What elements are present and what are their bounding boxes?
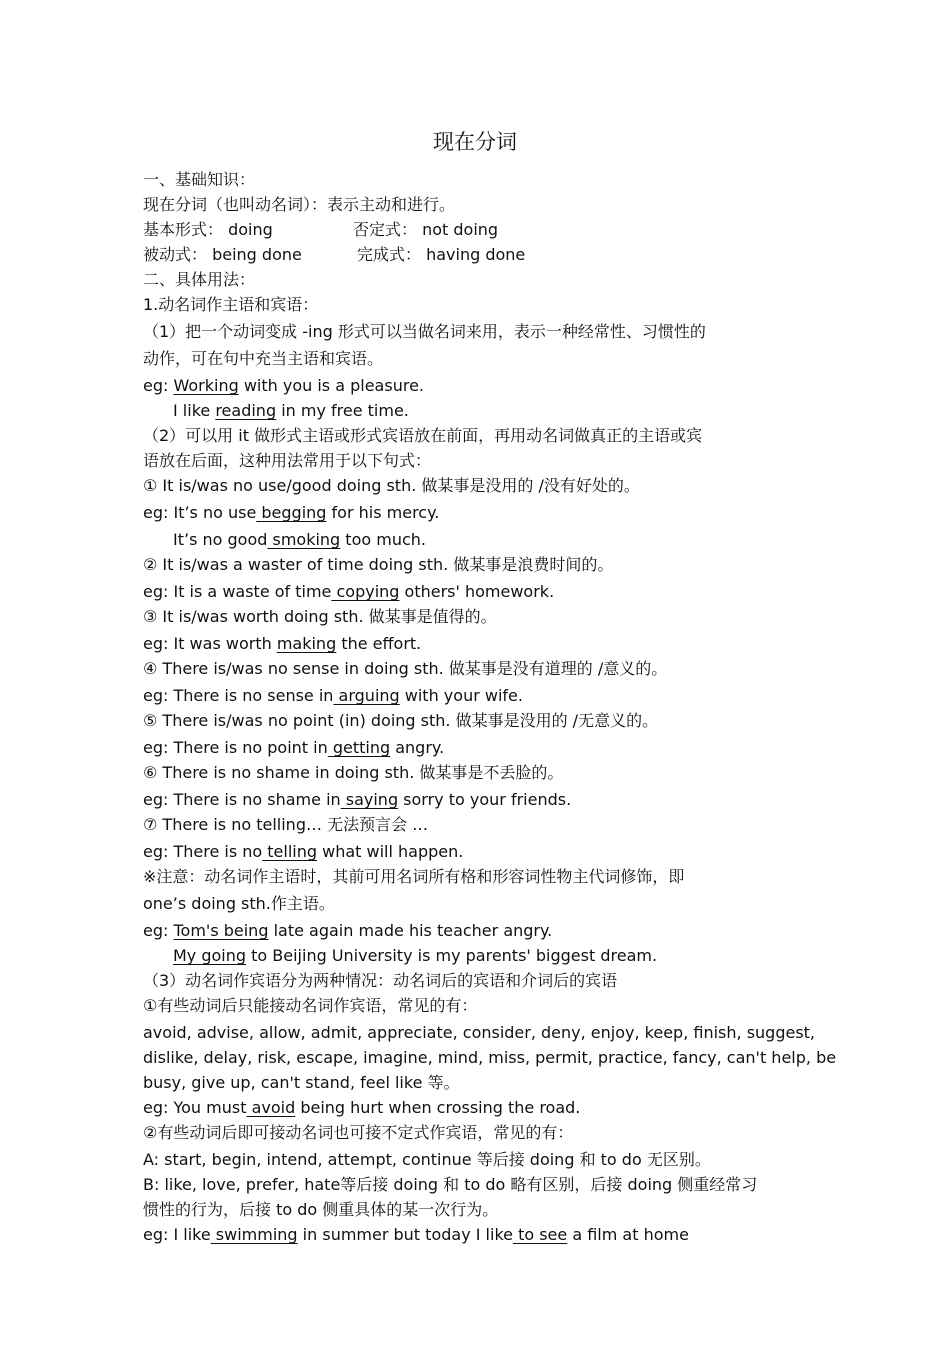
section-heading-usage: 二、具体用法： xyxy=(143,270,256,289)
verb-list-line: avoid, advise, allow, admit, appreciate, consider, deny, enjoy, keep, finish, suggest, xyxy=(143,1023,816,1042)
example-line: I like reading in my free time. xyxy=(173,401,409,420)
example-line: eg: It was worth making the effort. xyxy=(143,634,422,653)
pattern-line: ⑤ There is/was no point (in) doing sth. 做某事是没用的 /无意义的。 xyxy=(143,711,659,730)
example-line: eg: You must avoid being hurt when crossing the road. xyxy=(143,1098,581,1117)
example-line: eg: There is no shame in saying sorry to your friends. xyxy=(143,790,572,809)
example-line: eg: Tom's being late again made his teacher angry. xyxy=(143,921,553,940)
paragraph-line: （1）把一个动词变成 -ing 形式可以当做名词来用，表示一种经常性、习惯性的 xyxy=(143,322,706,341)
paragraph-line: ①有些动词后只能接动名词作宾语，常见的有： xyxy=(143,996,478,1015)
forms-line-basic: 基本形式： doing 否定式： not doing xyxy=(143,220,499,239)
example-line: eg: There is no point in getting angry. xyxy=(143,738,445,757)
paragraph-line: B: like, love, prefer, hate等后接 doing 和 to do 略有区别，后接 doing 侧重经常习 xyxy=(143,1175,758,1194)
subheading-subject-object: 1.动名词作主语和宾语： xyxy=(143,295,319,314)
paragraph-line: （2）可以用 it 做形式主语或形式宾语放在前面，再用动名词做真正的主语或宾 xyxy=(143,426,703,445)
verb-list-line: busy, give up, can't stand, feel like 等。 xyxy=(143,1073,460,1092)
example-line: eg: It is a waste of time copying others' homework. xyxy=(143,582,555,601)
forms-line-passive: 被动式： being done 完成式： having done xyxy=(143,245,526,264)
paragraph-line: 动作，可在句中充当主语和宾语。 xyxy=(143,349,384,368)
example-line: eg: There is no sense in arguing with your wife. xyxy=(143,686,523,705)
paragraph-line: 语放在后面，这种用法常用于以下句式： xyxy=(143,451,432,470)
section-heading-basics: 一、基础知识： xyxy=(143,170,256,189)
example-line: eg: It’s no use begging for his mercy. xyxy=(143,503,440,522)
paragraph-line: A: start, begin, intend, attempt, continue 等后接 doing 和 to do 无区别。 xyxy=(143,1150,711,1169)
example-line: My going to Beijing University is my parents' biggest dream. xyxy=(173,946,658,965)
pattern-line: ① It is/was no use/good doing sth. 做某事是没用的 /没有好处的。 xyxy=(143,476,640,495)
pattern-line: ⑥ There is no shame in doing sth. 做某事是不丢脸的。 xyxy=(143,763,564,782)
note-line: one’s doing sth.作主语。 xyxy=(143,894,335,913)
verb-list-line: dislike, delay, risk, escape, imagine, mind, miss, permit, practice, fancy, can't help, be xyxy=(143,1048,837,1067)
page-title: 现在分词 xyxy=(433,130,517,154)
paragraph-line: 惯性的行为，后接 to do 侧重具体的某一次行为。 xyxy=(143,1200,499,1219)
note-line: ※注意：动名词作主语时，其前可用名词所有格和形容词性物主代词修饰，即 xyxy=(143,867,685,886)
example-line: eg: There is no telling what will happen. xyxy=(143,842,464,861)
paragraph-line: （3）动名词作宾语分为两种情况：动名词后的宾语和介词后的宾语 xyxy=(143,971,618,990)
pattern-line: ④ There is/was no sense in doing sth. 做某事是没有道理的 /意义的。 xyxy=(143,659,668,678)
pattern-line: ⑦ There is no telling… 无法预言会 … xyxy=(143,815,429,834)
example-line: eg: Working with you is a pleasure. xyxy=(143,376,424,395)
pattern-line: ② It is/was a waster of time doing sth. 做某事是浪费时间的。 xyxy=(143,555,614,574)
document-body xyxy=(143,167,837,1247)
paragraph-line: ②有些动词后即可接动名词也可接不定式作宾语，常见的有： xyxy=(143,1123,574,1142)
example-line: It’s no good smoking too much. xyxy=(173,530,426,549)
definition-line: 现在分词（也叫动名词）：表示主动和进行。 xyxy=(143,195,456,214)
example-line: eg: I like swimming in summer but today I like to see a film at home xyxy=(143,1225,689,1244)
pattern-line: ③ It is/was worth doing sth. 做某事是值得的。 xyxy=(143,607,497,626)
